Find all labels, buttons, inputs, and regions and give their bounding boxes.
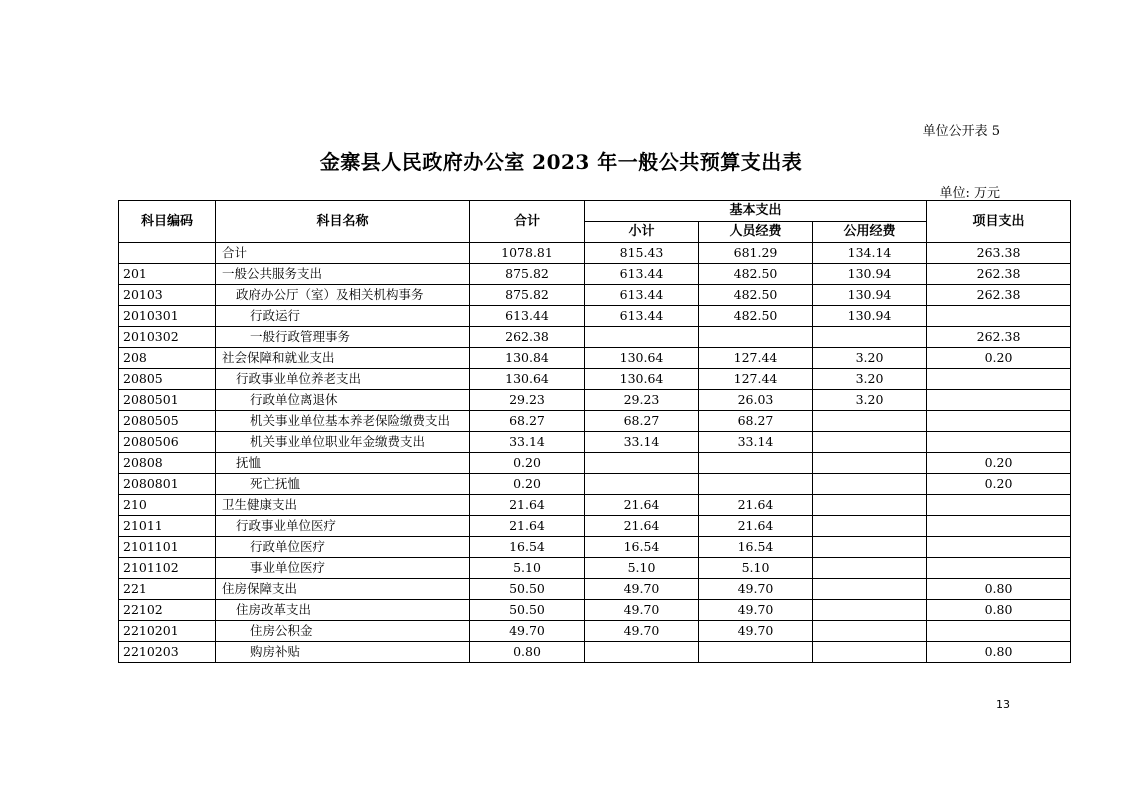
- cell-personnel: [699, 474, 813, 495]
- cell-public: 3.20: [813, 369, 927, 390]
- cell-name: 住房公积金: [216, 621, 470, 642]
- table-row: [119, 516, 1071, 537]
- cell-project: 262.38: [927, 264, 1071, 285]
- cell-public: [813, 453, 927, 474]
- cell-public: [813, 474, 927, 495]
- table-row: [119, 327, 1071, 348]
- cell-name: 政府办公厅（室）及相关机构事务: [216, 285, 470, 306]
- cell-subtotal: 49.70: [585, 621, 699, 642]
- cell-project: 0.80: [927, 642, 1071, 663]
- table-row: [119, 453, 1071, 474]
- cell-project: 0.20: [927, 474, 1071, 495]
- header-subtotal: 小计: [585, 222, 699, 243]
- cell-code: 208: [119, 348, 216, 369]
- cell-subtotal: 130.64: [585, 369, 699, 390]
- cell-total: 50.50: [470, 600, 585, 621]
- table-body: [119, 243, 1071, 663]
- cell-personnel: [699, 453, 813, 474]
- cell-code: 2210201: [119, 621, 216, 642]
- cell-code: 210: [119, 495, 216, 516]
- cell-public: 130.94: [813, 285, 927, 306]
- cell-project: [927, 621, 1071, 642]
- cell-project: [927, 411, 1071, 432]
- table-row: [119, 537, 1071, 558]
- cell-public: [813, 621, 927, 642]
- cell-public: 134.14: [813, 243, 927, 264]
- cell-project: 0.20: [927, 348, 1071, 369]
- cell-public: 130.94: [813, 306, 927, 327]
- cell-name: 住房改革支出: [216, 600, 470, 621]
- cell-code: 2080801: [119, 474, 216, 495]
- cell-name: 购房补贴: [216, 642, 470, 663]
- cell-public: 3.20: [813, 390, 927, 411]
- cell-subtotal: 815.43: [585, 243, 699, 264]
- cell-personnel: 681.29: [699, 243, 813, 264]
- cell-name: 行政事业单位医疗: [216, 516, 470, 537]
- cell-project: [927, 495, 1071, 516]
- table-row: [119, 285, 1071, 306]
- header-total: 合计: [470, 201, 585, 243]
- cell-personnel: [699, 642, 813, 663]
- cell-personnel: 26.03: [699, 390, 813, 411]
- cell-subtotal: [585, 474, 699, 495]
- cell-total: 50.50: [470, 579, 585, 600]
- cell-total: 0.20: [470, 453, 585, 474]
- cell-public: 3.20: [813, 348, 927, 369]
- cell-name: 行政事业单位养老支出: [216, 369, 470, 390]
- cell-subtotal: 68.27: [585, 411, 699, 432]
- cell-total: 262.38: [470, 327, 585, 348]
- cell-total: 49.70: [470, 621, 585, 642]
- cell-personnel: 49.70: [699, 600, 813, 621]
- cell-project: [927, 306, 1071, 327]
- cell-personnel: 16.54: [699, 537, 813, 558]
- cell-public: [813, 600, 927, 621]
- cell-subtotal: 33.14: [585, 432, 699, 453]
- cell-subtotal: 21.64: [585, 495, 699, 516]
- cell-total: 21.64: [470, 495, 585, 516]
- cell-total: 5.10: [470, 558, 585, 579]
- cell-total: 16.54: [470, 537, 585, 558]
- cell-total: 130.64: [470, 369, 585, 390]
- cell-total: 0.20: [470, 474, 585, 495]
- cell-total: 68.27: [470, 411, 585, 432]
- table-row: [119, 558, 1071, 579]
- table-row: [119, 264, 1071, 285]
- unit-label: 单位: 万元: [939, 186, 1000, 201]
- cell-subtotal: 29.23: [585, 390, 699, 411]
- cell-name: 一般公共服务支出: [216, 264, 470, 285]
- cell-personnel: 127.44: [699, 369, 813, 390]
- cell-public: [813, 642, 927, 663]
- cell-project: [927, 369, 1071, 390]
- table-row: [119, 411, 1071, 432]
- cell-name: 行政运行: [216, 306, 470, 327]
- header-personnel: 人员经费: [699, 222, 813, 243]
- cell-personnel: 127.44: [699, 348, 813, 369]
- table-row: [119, 600, 1071, 621]
- table-row: [119, 495, 1071, 516]
- cell-subtotal: 130.64: [585, 348, 699, 369]
- cell-subtotal: 613.44: [585, 264, 699, 285]
- header-public: 公用经费: [813, 222, 927, 243]
- cell-total: 875.82: [470, 285, 585, 306]
- cell-code: 2010302: [119, 327, 216, 348]
- cell-name: 住房保障支出: [216, 579, 470, 600]
- cell-personnel: 49.70: [699, 579, 813, 600]
- cell-project: 262.38: [927, 285, 1071, 306]
- cell-subtotal: [585, 453, 699, 474]
- cell-name: 事业单位医疗: [216, 558, 470, 579]
- cell-name: 行政单位医疗: [216, 537, 470, 558]
- cell-code: 20808: [119, 453, 216, 474]
- cell-subtotal: 21.64: [585, 516, 699, 537]
- budget-table: [118, 200, 1071, 663]
- cell-public: [813, 432, 927, 453]
- cell-name: 社会保障和就业支出: [216, 348, 470, 369]
- cell-project: [927, 390, 1071, 411]
- cell-personnel: 68.27: [699, 411, 813, 432]
- cell-code: 2080506: [119, 432, 216, 453]
- cell-name: 一般行政管理事务: [216, 327, 470, 348]
- cell-subtotal: 16.54: [585, 537, 699, 558]
- cell-name: 卫生健康支出: [216, 495, 470, 516]
- cell-personnel: 5.10: [699, 558, 813, 579]
- cell-code: 201: [119, 264, 216, 285]
- cell-code: [119, 243, 216, 264]
- cell-code: 20805: [119, 369, 216, 390]
- cell-total: 33.14: [470, 432, 585, 453]
- cell-subtotal: [585, 642, 699, 663]
- cell-code: 2210203: [119, 642, 216, 663]
- cell-public: [813, 558, 927, 579]
- cell-personnel: 21.64: [699, 495, 813, 516]
- cell-total: 29.23: [470, 390, 585, 411]
- cell-public: 130.94: [813, 264, 927, 285]
- cell-name: 行政单位离退休: [216, 390, 470, 411]
- cell-personnel: [699, 327, 813, 348]
- cell-name: 机关事业单位基本养老保险缴费支出: [216, 411, 470, 432]
- table-row: [119, 390, 1071, 411]
- table-row: [119, 579, 1071, 600]
- cell-personnel: 482.50: [699, 285, 813, 306]
- cell-personnel: 49.70: [699, 621, 813, 642]
- cell-project: 0.80: [927, 600, 1071, 621]
- cell-code: 22102: [119, 600, 216, 621]
- table-row: [119, 474, 1071, 495]
- cell-name: 抚恤: [216, 453, 470, 474]
- cell-project: [927, 432, 1071, 453]
- cell-public: [813, 537, 927, 558]
- cell-total: 130.84: [470, 348, 585, 369]
- cell-code: 20103: [119, 285, 216, 306]
- cell-code: 2080505: [119, 411, 216, 432]
- cell-name: 机关事业单位职业年金缴费支出: [216, 432, 470, 453]
- page-title: 金寨县人民政府办公室 2023 年一般公共预算支出表: [319, 150, 803, 174]
- cell-name: 合计: [216, 243, 470, 264]
- cell-public: [813, 411, 927, 432]
- cell-project: [927, 537, 1071, 558]
- table-row: [119, 369, 1071, 390]
- cell-subtotal: 613.44: [585, 306, 699, 327]
- table-row: [119, 243, 1071, 264]
- cell-total: 613.44: [470, 306, 585, 327]
- table-row: [119, 348, 1071, 369]
- cell-subtotal: 49.70: [585, 600, 699, 621]
- cell-project: [927, 558, 1071, 579]
- header-project: 项目支出: [927, 201, 1071, 243]
- form-number: 单位公开表 5: [922, 124, 1000, 139]
- cell-project: 262.38: [927, 327, 1071, 348]
- cell-project: 263.38: [927, 243, 1071, 264]
- cell-name: 死亡抚恤: [216, 474, 470, 495]
- cell-subtotal: 613.44: [585, 285, 699, 306]
- table-row: [119, 621, 1071, 642]
- cell-code: 2101102: [119, 558, 216, 579]
- cell-public: [813, 516, 927, 537]
- cell-project: [927, 516, 1071, 537]
- table-row: [119, 432, 1071, 453]
- cell-subtotal: 49.70: [585, 579, 699, 600]
- cell-personnel: 33.14: [699, 432, 813, 453]
- cell-total: 1078.81: [470, 243, 585, 264]
- table-header: [119, 201, 1071, 243]
- cell-project: 0.20: [927, 453, 1071, 474]
- header-code: 科目编码: [119, 201, 216, 243]
- cell-personnel: 482.50: [699, 264, 813, 285]
- table-row: [119, 306, 1071, 327]
- cell-subtotal: [585, 327, 699, 348]
- cell-total: 21.64: [470, 516, 585, 537]
- table-row: [119, 642, 1071, 663]
- cell-code: 21011: [119, 516, 216, 537]
- cell-total: 0.80: [470, 642, 585, 663]
- header-name: 科目名称: [216, 201, 470, 243]
- cell-personnel: 21.64: [699, 516, 813, 537]
- cell-code: 2101101: [119, 537, 216, 558]
- cell-code: 221: [119, 579, 216, 600]
- cell-public: [813, 327, 927, 348]
- cell-personnel: 482.50: [699, 306, 813, 327]
- cell-subtotal: 5.10: [585, 558, 699, 579]
- cell-public: [813, 495, 927, 516]
- cell-total: 875.82: [470, 264, 585, 285]
- cell-code: 2080501: [119, 390, 216, 411]
- header-basic: 基本支出: [585, 201, 927, 222]
- page-number: 13: [996, 698, 1010, 711]
- cell-code: 2010301: [119, 306, 216, 327]
- cell-public: [813, 579, 927, 600]
- cell-project: 0.80: [927, 579, 1071, 600]
